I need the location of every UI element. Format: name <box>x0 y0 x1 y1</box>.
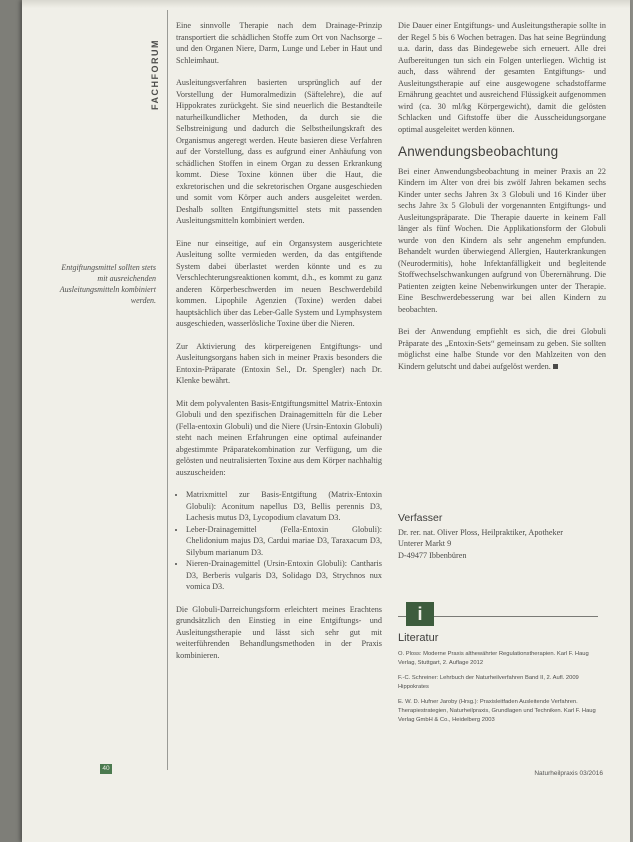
literature-section <box>398 632 608 731</box>
reference: O. Ploss: Moderne Praxis althewährter Regulationstherapien. Karl F. Haug Verlag, Stuttgart, 2. Auflage 2012 <box>398 651 589 666</box>
paragraph <box>398 326 606 372</box>
section-heading: Anwendungsbeobachtung <box>398 144 559 159</box>
paragraph: Bei einer Anwendungsbeobachtung in meiner Praxis an 22 Kindern im Alter von drei bis zwölf Jahren bekamen sechs Kinder unter sechs Jahren 3x 3 Globuli und 16 Kinder über sechs Jahre 3x 5 Globuli der vorgenannten Entgiftungs- und Ausleitungspräparate. Die Therapie dauerte in keinem Fall länger als fünf Wochen. Die Applikationsform der Globuli wurde von den Kindern als sehr angenehm empfunden. Behandelt wurden überwiegend Allergien, Hauterkrankungen (Neurodermitis), hohe Infektanfälligkeit und begleitende Stoffwechselschwankungen aufgrund von Überernährung. Die Patienten zeigten keine Nebenwirkungen unter der Therapie. Eine Beschwerdebesserung war bei allen Kindern zu beobachten. <box>398 166 606 314</box>
journal-footer: Naturheilpraxis 03/2016 <box>534 770 603 777</box>
section-label: FACHFORUM <box>150 39 160 111</box>
reference: F.-C. Schreiner: Lehrbuch der Naturheilverfahren Band II, 2. Aufl. 2009 Hippokrates <box>398 675 579 690</box>
remedy-list <box>176 489 382 593</box>
paragraph: Zur Aktivierung des körpereigenen Entgiftungs- und Ausleitungsorgans haben sich in meiner Praxis besonders die Entoxin-Präparate (Entoxin Sel., Dr. Spengler) nach Dr. Klenke bewährt. <box>176 341 382 385</box>
author-box <box>398 513 606 561</box>
scan-edge <box>0 0 22 842</box>
author-line: D-49477 Ibbenbüren <box>398 550 467 560</box>
paragraph: Eine nur einseitige, auf ein Organsystem ausgerichtete Ausleitung sollte vermieden werden, da das entgiftende System dabei überlastet werden könnte und es zu Verschlechterungsreaktionen kommt, d.h., es kommt zu ganz anderen Körperbeschwerden im neuen Beschwerdebild kommen. Lipophile Agenzien (Toxine) werden dabei hauptsächlich über das Leber-Galle System und Lymphsystem ausgeschieden, wasserlösliche Toxine über die Nieren. <box>176 238 382 328</box>
literature-heading: Literatur <box>398 632 439 644</box>
author-line: Dr. rer. nat. Oliver Ploss, Heilpraktiker, Apotheker <box>398 527 563 537</box>
author-heading: Verfasser <box>398 512 443 524</box>
list-item: • Leber-Drainagemittel (Fella-Entoxin Globuli): Chelidonium majus D3, Cardui mariae D3, Taraxacum D3, Silybum marianum D3. <box>186 524 382 559</box>
end-mark-icon <box>553 364 558 369</box>
column-left <box>176 20 382 672</box>
author-line: Unterer Markt 9 <box>398 539 452 548</box>
list-item: • Matrixmittel zur Basis-Entgiftung (Matrix-Entoxin Globuli): Aconitum napellus D3, Bellis perennis D3, Lachesis mutus D3, Lycopodium clavatum D3. <box>186 489 382 524</box>
paragraph-text: Bei der Anwendung empfiehlt es sich, die drei Globuli Präparate des „Entoxin-Sets“ gemeinsam zu geben. Sie sollten möglichst eine halbe Stunde vor den Mahlzeiten von den Kindern gelutscht und dabei aufgelöst werden. <box>398 327 606 371</box>
reference: E. W. D. Hufner Jaroby (Hrsg.): Praxisleitfaden Ausleitende Verfahren. Therapiestrategien, Naturheilpraxis, Grundlagen und Techniken. Karl F. Haug Verlag GmbH & Co., Heidelberg 2003 <box>398 699 596 723</box>
list-item: • Nieren-Drainagemittel (Ursin-Entoxin Globuli): Cantharis D3, Berberis vulgaris D3, Solidago D3, Strychnos nux vomica D3. <box>186 558 382 593</box>
paragraph: Eine sinnvolle Therapie nach dem Drainage-Prinzip transportiert die schädlichen Stoffe zum Ort von Nachsorge – und den Organen Niere, Darm, Lunge und Leber in Haut und Schleimhaut. <box>176 21 382 65</box>
paragraph: Die Dauer einer Entgiftungs- und Ausleitungstherapie sollte in der Regel 5 bis 6 Wochen betragen. Das hat seine Begründung u.a. darin, dass das Bindegewebe sich erneuert. Alle drei Aufbereitungen tun sich ein Folgen unterliegen. Wichtig ist auch, dass während der gesamten Entgiftungs- und Ausleitungstherapie auf eine ausgewogene schadstoffarme Ernährung geachtet und ausreichend Flüssigkeit aufgenommen wird (ca. 30 ml/kg Körpergewicht), damit die gelösten Schlacken und Giftstoffe über die Ausscheidungsorgane optimal ausgeleitet werden können. <box>398 21 606 134</box>
paragraph: Mit dem polyvalenten Basis-Entgiftungsmittel Matrix-Entoxin Globuli und den spezifischen Drainagemitteln für die Leber (Fella-entoxin Globuli) und die Niere (Ursin-Entoxin Globuli) steht nach meinen Erfahrungen eine optimal aufeinander abgestimmte Präparatekombination zur Verfügung, um die gelösten und neutralisierten Toxine aus dem Körper nachhaltig auszuscheiden: <box>176 398 382 477</box>
page-number: 40 <box>100 764 112 774</box>
paragraph: Ausleitungsverfahren basierten ursprünglich auf der Vorstellung der Humoralmedizin (Säftelehre), die auf Hippokrates zurückgeht. Sie sind neuerlich die Bestandteile naturheilkundlicher Methoden, da durch sie die Selbstreinigung und dadurch die Selbstheilungskraft des Organismus angeregt werden. Heute basieren diese Verfahren auf der Vorstellung, dass es aufgrund einer Anhäufung von schädlichen Stoffen in einem Organ zu dessen Erkrankung kommt. Diese Toxine können über die Haut, die exkretorischen und die sekretorischen Organe ausgeschieden und somit vom Körper auch anders ausgeleitet werden. Deshalb sollten Entgiftungsmittel stets mit passenden Ausleitungsmitteln kombiniert werden. <box>176 78 382 225</box>
info-bar <box>398 604 598 624</box>
info-icon: i <box>406 602 434 626</box>
column-divider <box>167 10 168 770</box>
paragraph: Die Globuli-Darreichungsform erleichtert meines Erachtens grundsätzlich den Einstieg in eine Entgiftungs- und Ausleitungstherapie und lässt sich sehr gut mit weiterführenden Behandlungsmethoden in der Praxis kombinieren. <box>176 604 382 660</box>
column-right <box>398 20 606 383</box>
page-fold <box>22 0 630 8</box>
margin-note: Entgiftungsmittel sollten stets mit ausreichenden Ausleitungsmitteln kombiniert werden. <box>59 263 156 305</box>
